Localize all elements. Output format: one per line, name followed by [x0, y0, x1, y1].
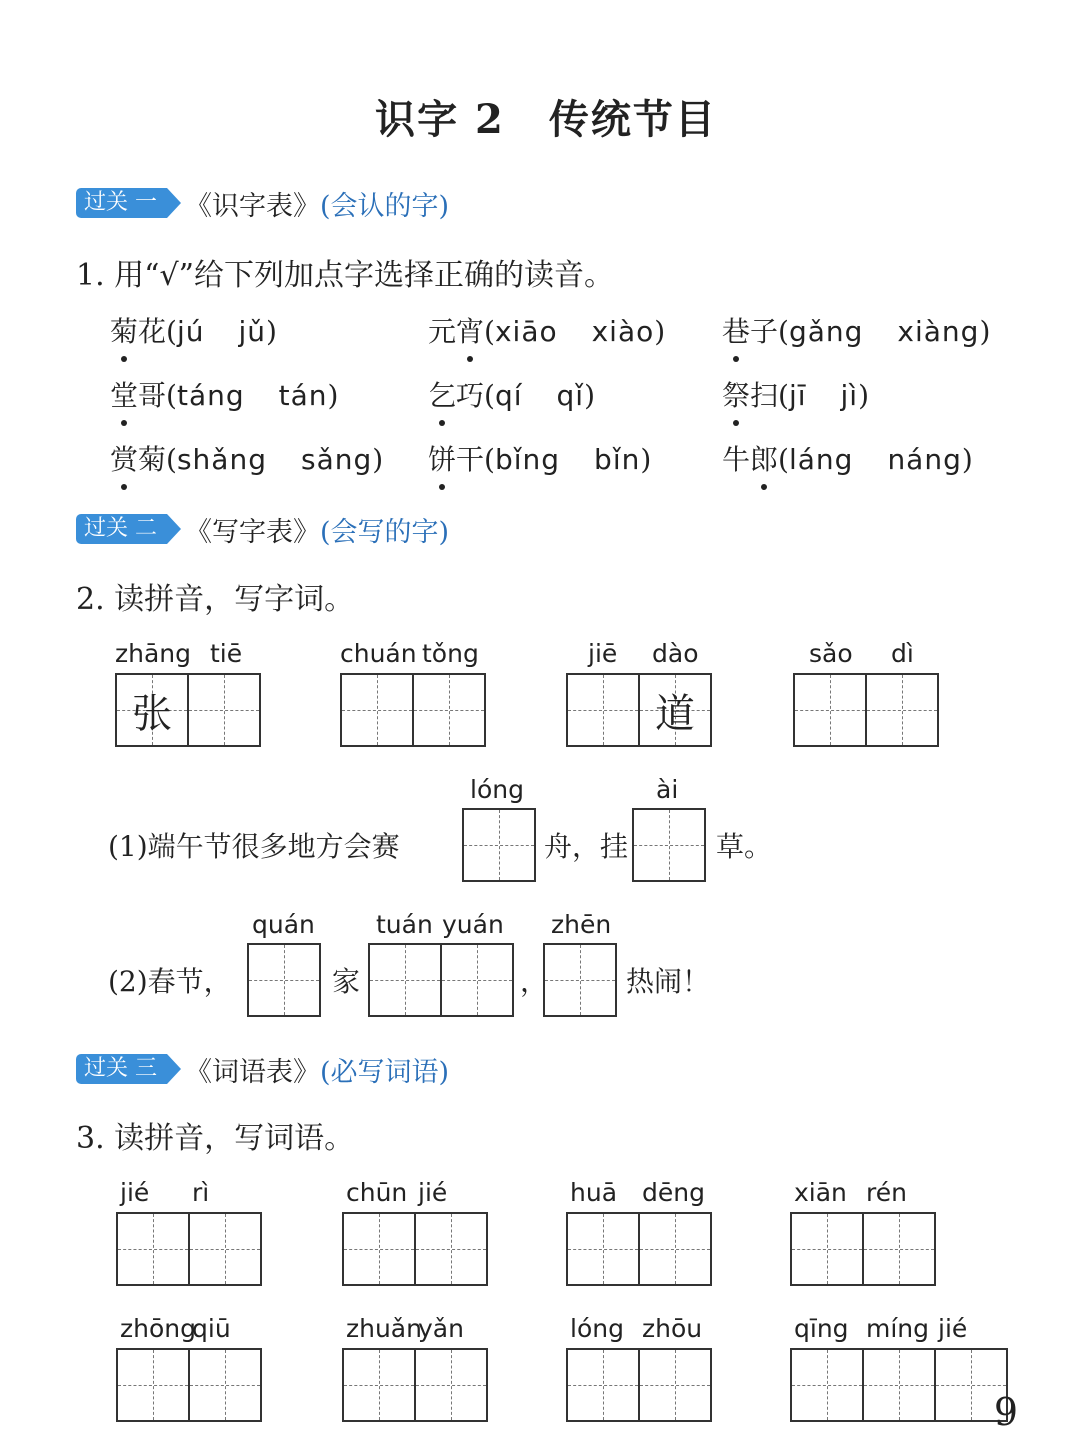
lesson-number: 识字 2: [375, 96, 505, 143]
page-number: 9: [993, 1390, 1018, 1434]
s1-text2: 舟，挂: [544, 830, 629, 863]
s1-grid2[interactable]: [632, 808, 706, 882]
q1-item: 巷子(gǎng xiàng): [722, 310, 990, 350]
s2-text2: 家: [332, 965, 361, 998]
word-pinyin: zhōng: [120, 1314, 196, 1343]
writing-cell[interactable]: [115, 673, 189, 747]
q1-item-pre: 牛: [722, 443, 751, 476]
q1-option-2[interactable]: jì: [840, 379, 859, 412]
writing-cell[interactable]: [247, 943, 321, 1017]
s2-pinyin2a: tuán: [376, 910, 433, 939]
word-pinyin: jié: [418, 1178, 448, 1207]
section-desc-2: (会写的字): [320, 516, 450, 548]
writing-cell[interactable]: [368, 943, 442, 1017]
writing-cell[interactable]: [790, 1212, 864, 1286]
s2-text1: (2)春节，: [108, 965, 232, 998]
q1-item: 堂哥(táng tán): [110, 374, 338, 414]
q1-instruction: 1. 用“√”给下列加点字选择正确的读音。: [76, 258, 614, 293]
word-pinyin: zhōu: [642, 1314, 703, 1343]
s1-text3: 草。: [716, 830, 773, 863]
q1-item: 赏菊(shǎng sǎng): [110, 438, 383, 478]
s2-grid3[interactable]: [543, 943, 617, 1017]
writing-cell[interactable]: [187, 673, 261, 747]
section-desc-1: (会认的字): [320, 190, 450, 222]
writing-cell[interactable]: [793, 673, 867, 747]
word-pinyin: rì: [192, 1178, 210, 1207]
q1-item-dotted-char: 郎: [750, 438, 778, 478]
page-title: [0, 88, 1080, 145]
q1-item-post: 菊: [138, 443, 167, 476]
writing-cell[interactable]: [865, 673, 939, 747]
word-grid[interactable]: [342, 1212, 488, 1286]
q1-item-dotted-char: 乞: [428, 374, 456, 414]
q1-item-dotted-char: 菊: [110, 310, 138, 350]
q1-item: 祭扫(jī jì): [722, 374, 869, 414]
q1-item: 菊花(jú jǔ): [110, 310, 277, 350]
q1-option-1[interactable]: táng: [176, 379, 245, 412]
writing-cell[interactable]: [414, 1348, 488, 1422]
s2-grid2[interactable]: [368, 943, 514, 1017]
q1-item-post: 哥: [138, 379, 167, 412]
word-grid[interactable]: [793, 673, 939, 747]
q1-item: 饼干(bǐng bǐn): [428, 438, 651, 478]
section-book-2: 《写字表》: [185, 516, 320, 548]
q1-item-post: 花: [138, 315, 167, 348]
q1-item-dotted-char: 巷: [722, 310, 750, 350]
word-pinyin: yǎn: [418, 1314, 464, 1343]
writing-cell[interactable]: [116, 1348, 190, 1422]
q1-item-post: 子: [750, 315, 779, 348]
writing-cell[interactable]: [638, 1348, 712, 1422]
word-grid[interactable]: [790, 1212, 936, 1286]
writing-cell[interactable]: [440, 943, 514, 1017]
writing-cell[interactable]: [638, 673, 712, 747]
q1-option-1[interactable]: shǎng: [176, 443, 267, 476]
word-pinyin: zhuǎn: [346, 1314, 422, 1343]
writing-cell[interactable]: [188, 1348, 262, 1422]
q1-item-pre: 元: [428, 315, 457, 348]
word-pinyin: lóng: [570, 1314, 624, 1343]
prefilled-char: 道: [655, 690, 695, 737]
q2-instruction: 2. 读拼音，写字词。: [76, 582, 355, 617]
lesson-name: 传统节目: [548, 96, 717, 143]
word-pinyin: xiān: [794, 1178, 847, 1207]
word-grid[interactable]: [116, 1348, 262, 1422]
s1-grid1[interactable]: [462, 808, 536, 882]
writing-cell[interactable]: [543, 943, 617, 1017]
word-pinyin: chūn: [346, 1178, 408, 1207]
writing-cell[interactable]: [342, 1212, 416, 1286]
q1-option-1[interactable]: qí: [494, 379, 523, 412]
q1-item: 元宵(xiāo xiào): [428, 310, 665, 350]
section-header-2: [76, 512, 449, 546]
word-grid[interactable]: [566, 673, 712, 747]
word-pinyin: zhāng: [115, 639, 192, 668]
q1-option-1[interactable]: jī: [788, 379, 807, 412]
section-badge-2: 过关 二: [76, 514, 167, 544]
word-grid[interactable]: [566, 1348, 712, 1422]
q1-option-1[interactable]: xiāo: [494, 315, 558, 348]
section-book-1: 《识字表》: [185, 190, 320, 222]
word-pinyin: rén: [866, 1178, 907, 1207]
q1-item-dotted-char: 祭: [722, 374, 750, 414]
q1-option-2[interactable]: xiàng: [897, 315, 980, 348]
q1-option-2[interactable]: qǐ: [556, 379, 585, 412]
q1-item-post: 巧: [456, 379, 485, 412]
s2-text4: 热闹！: [626, 965, 711, 998]
q1-item-dotted-char: 饼: [428, 438, 456, 478]
q3-instruction: 3. 读拼音，写词语。: [76, 1121, 355, 1156]
q1-item-dotted-char: 赏: [110, 438, 138, 478]
q1-option-2[interactable]: jǔ: [238, 315, 267, 348]
writing-cell[interactable]: [862, 1212, 936, 1286]
s2-pinyin2b: yuán: [442, 910, 504, 939]
word-pinyin: dēng: [642, 1178, 705, 1207]
q1-item-dotted-char: 宵: [456, 310, 484, 350]
word-pinyin: dì: [891, 639, 914, 668]
s2-pinyin3: zhēn: [551, 910, 612, 939]
word-grid[interactable]: [340, 673, 486, 747]
word-pinyin: qiū: [192, 1314, 231, 1343]
word-grid[interactable]: [342, 1348, 488, 1422]
q1-item: 乞巧(qí qǐ): [428, 374, 595, 414]
section-badge-3: 过关 三: [76, 1054, 167, 1084]
word-pinyin: sǎo: [809, 639, 853, 668]
q1-item-post: 干: [456, 443, 485, 476]
q1-option-2[interactable]: xiào: [591, 315, 655, 348]
writing-cell[interactable]: [116, 1212, 190, 1286]
q1-item-dotted-char: 堂: [110, 374, 138, 414]
writing-cell[interactable]: [342, 1348, 416, 1422]
writing-cell[interactable]: [862, 1348, 936, 1422]
word-grid[interactable]: [566, 1212, 712, 1286]
word-pinyin: tǒng: [422, 639, 479, 668]
writing-cell[interactable]: [632, 808, 706, 882]
word-pinyin: qīng: [794, 1314, 849, 1343]
q1-option-1[interactable]: jú: [176, 315, 205, 348]
q1-option-2[interactable]: bǐn: [594, 443, 641, 476]
section-header-3: [76, 1052, 449, 1086]
s1-pinyin2: ài: [656, 775, 679, 804]
writing-cell[interactable]: [638, 1212, 712, 1286]
word-pinyin: chuán: [340, 639, 417, 668]
prefilled-char: 张: [132, 690, 172, 737]
section-badge-1: 过关 一: [76, 188, 167, 218]
q1-item: 牛郎(láng náng): [722, 438, 973, 478]
writing-cell[interactable]: [414, 1212, 488, 1286]
writing-cell[interactable]: [412, 673, 486, 747]
q1-option-2[interactable]: sǎng: [300, 443, 373, 476]
s1-pinyin1: lóng: [470, 775, 524, 804]
section-header-1: [76, 186, 449, 220]
section-book-3: 《词语表》: [185, 1056, 320, 1088]
writing-cell[interactable]: [566, 673, 640, 747]
word-pinyin: jiē: [588, 639, 618, 668]
word-pinyin: jié: [120, 1178, 150, 1207]
writing-cell[interactable]: [188, 1212, 262, 1286]
q1-item-post: 扫: [750, 379, 779, 412]
writing-cell[interactable]: [340, 673, 414, 747]
q1-option-2[interactable]: tán: [278, 379, 328, 412]
word-pinyin: míng: [866, 1314, 930, 1343]
s2-text3: ，: [520, 965, 549, 998]
word-pinyin: huā: [570, 1178, 618, 1207]
word-pinyin: dào: [652, 639, 699, 668]
q1-option-1[interactable]: bǐng: [494, 443, 561, 476]
section-desc-3: (必写词语): [320, 1056, 450, 1088]
s2-pinyin1: quán: [252, 910, 315, 939]
word-grid[interactable]: [115, 673, 261, 747]
q1-option-1[interactable]: láng: [788, 443, 854, 476]
word-pinyin: jié: [938, 1314, 968, 1343]
writing-cell[interactable]: [566, 1212, 640, 1286]
word-grid[interactable]: [116, 1212, 262, 1286]
writing-cell[interactable]: [566, 1348, 640, 1422]
word-grid[interactable]: [790, 1348, 1008, 1422]
writing-cell[interactable]: [790, 1348, 864, 1422]
writing-cell[interactable]: [462, 808, 536, 882]
q1-option-2[interactable]: náng: [887, 443, 962, 476]
word-pinyin: tiē: [210, 639, 243, 668]
q1-option-1[interactable]: gǎng: [788, 315, 864, 348]
s2-grid1[interactable]: [247, 943, 321, 1017]
s1-text1: (1)端午节很多地方会赛: [108, 830, 400, 863]
